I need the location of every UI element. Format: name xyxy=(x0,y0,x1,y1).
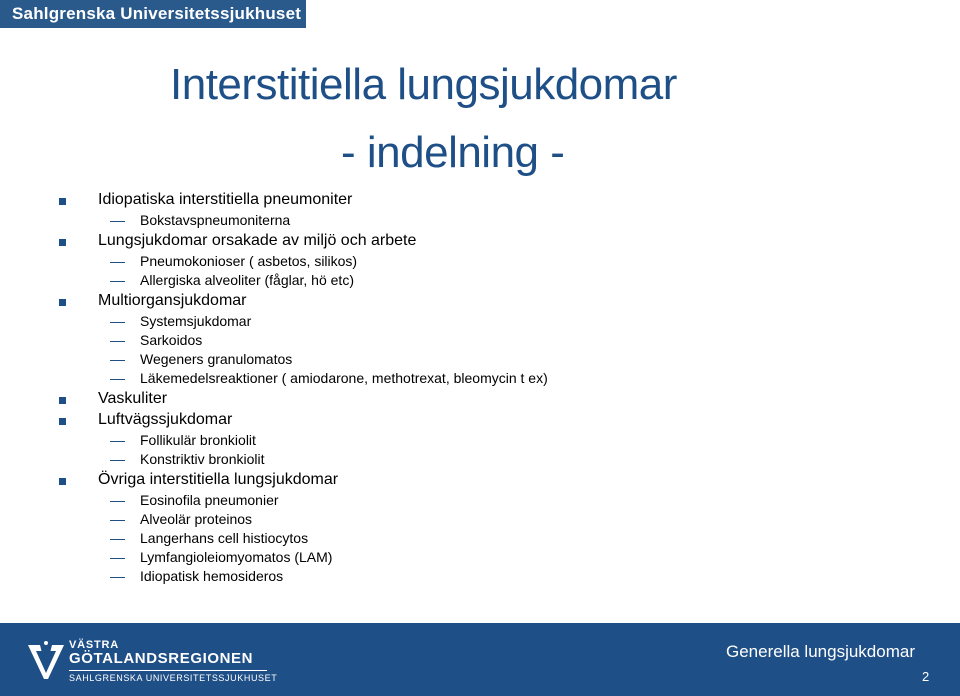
dash-bullet-icon xyxy=(110,520,125,521)
sub-list-item: Läkemedelsreaktioner ( amiodarone, methotrexat, bleomycin t ex) xyxy=(140,370,548,386)
square-bullet-icon xyxy=(59,299,66,306)
sub-list-item: Systemsjukdomar xyxy=(140,313,252,329)
dash-bullet-icon xyxy=(110,539,125,540)
dash-bullet-icon xyxy=(110,501,125,502)
sub-list-item: Lymfangioleiomyomatos (LAM) xyxy=(140,549,333,565)
list-item: Övriga interstitiella lungsjukdomar xyxy=(98,471,339,488)
list-item: Vaskuliter xyxy=(98,390,168,407)
dash-bullet-icon xyxy=(110,341,125,342)
sub-list-item: Konstriktiv bronkiolit xyxy=(140,451,265,467)
logo-text-hospital: SAHLGRENSKA UNIVERSITETSSJUKHUSET xyxy=(69,673,278,683)
list-item: Luftvägssjukdomar xyxy=(98,411,233,428)
sub-list-item: Eosinofila pneumonier xyxy=(140,492,279,508)
list-item: Multiorgansjukdomar xyxy=(98,292,247,309)
list-item: Lungsjukdomar orsakade av miljö och arbete xyxy=(98,232,417,249)
list-item: Idiopatiska interstitiella pneumoniter xyxy=(98,191,353,208)
dash-bullet-icon xyxy=(110,558,125,559)
square-bullet-icon xyxy=(59,198,66,205)
footer-logo xyxy=(26,637,286,687)
square-bullet-icon xyxy=(59,397,66,404)
dash-bullet-icon xyxy=(110,322,125,323)
logo-divider xyxy=(69,670,267,671)
sub-list-item: Alveolär proteinos xyxy=(140,511,253,527)
sub-list-item: Allergiska alveoliter (fåglar, hö etc) xyxy=(140,272,354,288)
banner-text: Sahlgrenska Universitetssjukhuset xyxy=(12,4,302,23)
logo-text-region: GÖTALANDSREGIONEN xyxy=(69,650,254,667)
square-bullet-icon xyxy=(59,418,66,425)
footer-bar xyxy=(0,623,960,696)
square-bullet-icon xyxy=(59,239,66,246)
sub-list-item: Follikulär bronkiolit xyxy=(140,432,256,448)
sub-list-item: Langerhans cell histiocytos xyxy=(140,530,309,546)
vastra-gotalandsregionen-logo-icon xyxy=(26,639,66,683)
logo-text-vastra: VÄSTRA xyxy=(69,639,120,651)
dash-bullet-icon xyxy=(110,360,125,361)
dash-bullet-icon xyxy=(110,441,125,442)
sub-list-item: Wegeners granulomatos xyxy=(140,351,293,367)
sub-list-item: Sarkoidos xyxy=(140,332,203,348)
slide-subtitle: - indelning - xyxy=(341,128,565,177)
sub-list-item: Bokstavspneumoniterna xyxy=(140,212,291,228)
footer-section-title: Generella lungsjukdomar xyxy=(726,642,915,661)
dash-bullet-icon xyxy=(110,379,125,380)
sub-list-item: Idiopatisk hemosideros xyxy=(140,568,284,584)
dash-bullet-icon xyxy=(110,281,125,282)
dash-bullet-icon xyxy=(110,262,125,263)
dash-bullet-icon xyxy=(110,577,125,578)
sub-list-item: Pneumokonioser ( asbetos, silikos) xyxy=(140,253,358,269)
dash-bullet-icon xyxy=(110,221,125,222)
dash-bullet-icon xyxy=(110,460,125,461)
square-bullet-icon xyxy=(59,478,66,485)
slide-title: Interstitiella lungsjukdomar xyxy=(170,60,677,109)
slide-number: 2 xyxy=(922,669,930,684)
